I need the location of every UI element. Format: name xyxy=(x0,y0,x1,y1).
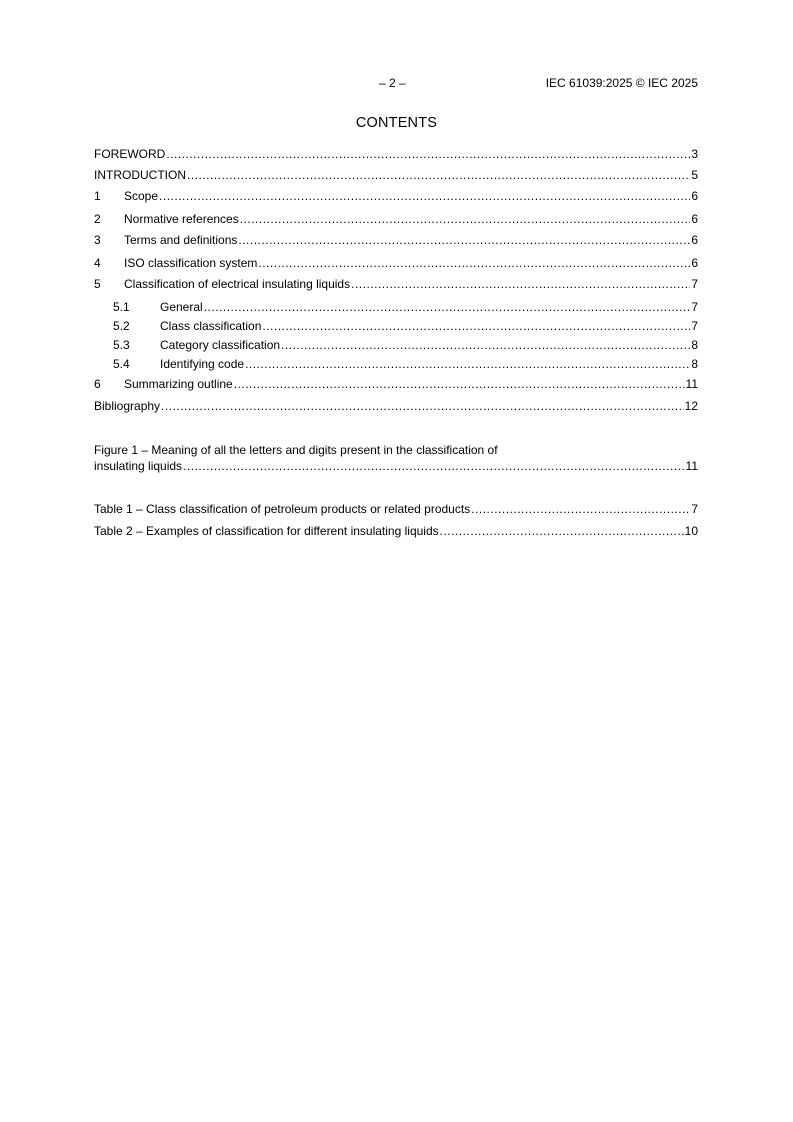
list-of-figures-entry[interactable] xyxy=(94,458,698,474)
toc-entry-introduction[interactable] xyxy=(94,167,698,183)
list-of-tables-entry-1[interactable] xyxy=(94,501,698,517)
toc-entry-page: 3 xyxy=(691,147,698,161)
figure-entry-label: insulating liquids xyxy=(94,459,183,473)
toc-dot-leader xyxy=(183,458,684,474)
toc-dot-leader xyxy=(187,167,690,183)
toc-entry-classification[interactable] xyxy=(94,276,698,292)
toc-entry-label: Terms and definitions xyxy=(124,233,238,247)
toc-dot-leader xyxy=(234,376,685,392)
toc-entry-scope[interactable] xyxy=(94,188,698,204)
toc-entry-foreword[interactable] xyxy=(94,146,698,162)
toc-entry-label: INTRODUCTION xyxy=(94,168,186,182)
standard-reference: IEC 61039:2025 © IEC 2025 xyxy=(545,76,698,90)
toc-entry-summarizing-outline[interactable] xyxy=(94,376,698,392)
toc-entry-label: Classification of electrical insulating liquids xyxy=(124,277,351,291)
toc-entry-category-classification[interactable] xyxy=(94,337,698,353)
toc-entry-page: 7 xyxy=(691,277,698,291)
toc-entry-label: Summarizing outline xyxy=(124,377,233,391)
toc-entry-number: 6 xyxy=(94,377,101,391)
toc-dot-leader xyxy=(161,398,684,414)
toc-entry-general[interactable] xyxy=(94,299,698,315)
table-entry-page: 7 xyxy=(691,502,698,516)
table-entry-label: Table 1 – Class classification of petroleum products or related products xyxy=(94,502,471,516)
toc-dot-leader xyxy=(258,255,690,271)
toc-entry-page: 8 xyxy=(691,338,698,352)
toc-entry-label: Identifying code xyxy=(160,357,245,371)
toc-dot-leader xyxy=(471,501,690,517)
toc-entry-label: Bibliography xyxy=(94,399,161,413)
toc-entry-number: 1 xyxy=(94,189,101,203)
toc-dot-leader xyxy=(281,337,690,353)
toc-dot-leader xyxy=(238,232,690,248)
toc-entry-page: 12 xyxy=(684,399,698,413)
table-entry-page: 10 xyxy=(684,524,698,538)
toc-dot-leader xyxy=(166,146,690,162)
toc-entry-normative-references[interactable] xyxy=(94,211,698,227)
toc-entry-number: 5.3 xyxy=(113,338,130,352)
toc-entry-page: 7 xyxy=(691,300,698,314)
toc-entry-number: 3 xyxy=(94,233,101,247)
toc-dot-leader xyxy=(440,523,684,539)
toc-entry-label: Class classification xyxy=(160,319,262,333)
toc-dot-leader xyxy=(245,356,690,372)
toc-entry-page: 6 xyxy=(691,233,698,247)
toc-entry-page: 6 xyxy=(691,212,698,226)
toc-dot-leader xyxy=(262,318,690,334)
toc-entry-page: 6 xyxy=(691,189,698,203)
toc-entry-label: Category classification xyxy=(160,338,281,352)
list-of-tables-entry-2[interactable] xyxy=(94,523,698,539)
toc-entry-number: 2 xyxy=(94,212,101,226)
toc-dot-leader xyxy=(204,299,691,315)
toc-entry-number: 4 xyxy=(94,256,101,270)
page-number: – 2 – xyxy=(379,76,406,90)
table-entry-label: Table 2 – Examples of classification for different insulating liquids xyxy=(94,524,439,538)
toc-entry-iso-classification-system[interactable] xyxy=(94,255,698,271)
toc-entry-number: 5.2 xyxy=(113,319,130,333)
toc-dot-leader xyxy=(351,276,690,292)
toc-entry-class-classification[interactable] xyxy=(94,318,698,334)
toc-entry-bibliography[interactable] xyxy=(94,398,698,414)
toc-entry-number: 5.1 xyxy=(113,300,130,314)
toc-entry-page: 5 xyxy=(691,168,698,182)
toc-entry-identifying-code[interactable] xyxy=(94,356,698,372)
toc-entry-label: Scope xyxy=(124,189,159,203)
toc-entry-label: FOREWORD xyxy=(94,147,166,161)
toc-entry-page: 6 xyxy=(691,256,698,270)
toc-dot-leader xyxy=(240,211,691,227)
toc-dot-leader xyxy=(159,188,690,204)
toc-entry-terms-and-definitions[interactable] xyxy=(94,232,698,248)
list-of-figures-entry-line1: Figure 1 – Meaning of all the letters and digits present in the classification of xyxy=(94,443,498,457)
contents-title: CONTENTS xyxy=(355,115,438,131)
toc-entry-page: 8 xyxy=(691,357,698,371)
toc-entry-page: 11 xyxy=(685,377,698,391)
toc-entry-number: 5.4 xyxy=(113,357,130,371)
toc-entry-number: 5 xyxy=(94,277,101,291)
toc-entry-label: ISO classification system xyxy=(124,256,258,270)
toc-entry-label: Normative references xyxy=(124,212,239,226)
figure-entry-page: 11 xyxy=(685,459,698,473)
toc-entry-label: General xyxy=(160,300,203,314)
toc-entry-page: 7 xyxy=(691,319,698,333)
